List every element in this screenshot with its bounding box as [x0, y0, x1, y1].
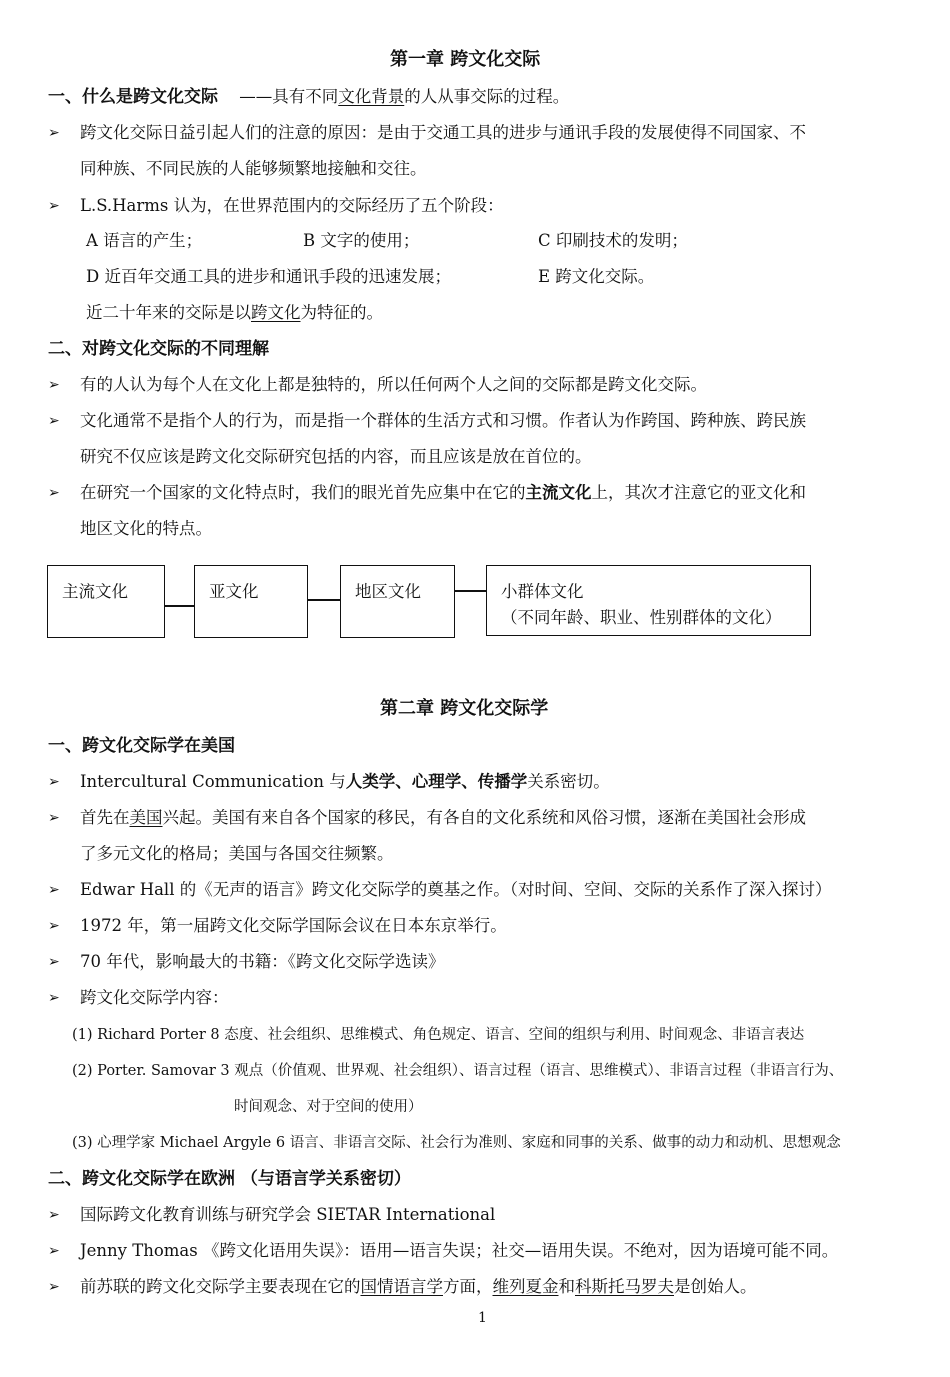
- argyle-item-3: (3) 心理学家 Michael Argyle 6 语言、非语言交际、社会行为准则、家庭和同事的关系、做事的动力和动机、思想观念: [72, 1135, 841, 1151]
- b5-bold: 主流文化: [525, 483, 592, 502]
- c2-text-b: 兴起。美国有来自各个国家的移民，有各自的文化系统和风俗习惯，逐渐在美国社会形成: [162, 808, 806, 827]
- b5-text-a: 在研究一个国家的文化特点时，我们的眼光首先应集中在它的: [80, 483, 526, 502]
- bullet-text: Edwar Hall 的《无声的语言》跨文化交际学的奠基之作。（对时间、空间、交际的关系作了深入探讨）: [80, 880, 832, 899]
- c2-underlined: 美国: [129, 808, 163, 827]
- definition-text-a: ——具有不同: [239, 87, 339, 106]
- stage-d: D 近百年交通工具的进步和通讯手段的迅速发展；: [86, 267, 451, 286]
- bullet-text-cont: 研究不仅应该是跨文化交际研究包括的内容，而且应该是放在首位的。: [80, 447, 592, 466]
- c1-bold: 人类学、心理学、传播学: [345, 772, 528, 791]
- box-label: 地区文化: [355, 582, 421, 601]
- d3-text-c: 和: [558, 1277, 575, 1296]
- porter-item-1: (1) Richard Porter 8 态度、社会组织、思维模式、角色规定、语言、空间的组织与利用、时间观念、非语言表达: [72, 1027, 805, 1043]
- porter-item-2-cont: 时间观念、对于空间的使用）: [234, 1099, 423, 1115]
- recent-text-a: 近二十年来的交际是以: [86, 303, 251, 322]
- bullet-icon: ➢: [48, 377, 60, 393]
- box-mainstream-culture: [47, 565, 165, 638]
- bullet-icon: ➢: [48, 1279, 60, 1295]
- bullet-icon: ➢: [48, 918, 60, 934]
- recent-line: [86, 302, 383, 324]
- recent-text-b: 为特征的。: [300, 303, 383, 322]
- bullet-text-cont: 同种族、不同民族的人能够频繁地接触和交往。: [80, 159, 427, 178]
- b5-text-b: 上，其次才注意它的亚文化和: [591, 483, 806, 502]
- d3-underlined-2: 维列夏金: [492, 1277, 559, 1296]
- c1-text-b: 关系密切。: [527, 772, 610, 791]
- d3-underlined-1: 国情语言学: [360, 1277, 443, 1296]
- porter-item-2: (2) Porter. Samovar 3 观点（价值观、世界观、社会组织）、语言过程（语言、思维模式）、非语言过程（非语言行为、: [72, 1063, 844, 1079]
- c1-text-a: Intercultural Communication 与: [80, 772, 346, 791]
- bullet-text: 跨文化交际日益引起人们的注意的原因：是由于交通工具的进步与通讯手段的发展使得不同国家、不: [80, 123, 806, 142]
- bullet-text: [80, 1276, 757, 1298]
- bullet-text: [80, 807, 806, 829]
- bullet-icon: ➢: [48, 810, 60, 826]
- bullet-text: 文化通常不是指个人的行为，而是指一个群体的生活方式和习惯。作者认为作跨国、跨种族、跨民族: [80, 411, 806, 430]
- chapter1-sec1-heading: 一、什么是跨文化交际: [48, 87, 218, 107]
- box-subculture: [194, 565, 308, 638]
- bullet-icon: ➢: [48, 125, 60, 141]
- bullet-icon: ➢: [48, 413, 60, 429]
- recent-underlined: 跨文化: [251, 303, 301, 322]
- bullet-text: L.S.Harms 认为，在世界范围内的交际经历了五个阶段：: [80, 196, 504, 215]
- d3-text-a: 前苏联的跨文化交际学主要表现在它的: [80, 1277, 361, 1296]
- bullet-icon: ➢: [48, 1207, 60, 1223]
- bullet-text: 1972 年，第一届跨文化交际学国际会议在日本东京举行。: [80, 916, 507, 935]
- chapter2-sec1-heading: 一、跨文化交际学在美国: [48, 736, 235, 756]
- page-number: 1: [478, 1310, 487, 1326]
- chapter2-sec2-heading: 二、跨文化交际学在欧洲 （与语言学关系密切）: [48, 1169, 411, 1189]
- bullet-text-cont: 地区文化的特点。: [80, 519, 212, 538]
- bullet-icon: ➢: [48, 990, 60, 1006]
- bullet-text: 70 年代，影响最大的书籍：《跨文化交际学选读》: [80, 952, 445, 971]
- bullet-text: 国际跨文化教育训练与研究学会 SIETAR International: [80, 1205, 496, 1224]
- bullet-text: [80, 482, 806, 504]
- box-label: 亚文化: [209, 582, 259, 601]
- bullet-text: 跨文化交际学内容：: [80, 988, 229, 1007]
- bullet-text: [80, 771, 610, 793]
- d3-text-b: 方面，: [443, 1277, 493, 1296]
- bullet-icon: ➢: [48, 774, 60, 790]
- chapter1-sec1-line: [48, 86, 569, 108]
- connector-line: [455, 590, 486, 592]
- bullet-icon: ➢: [48, 882, 60, 898]
- c2-text-a: 首先在: [80, 808, 130, 827]
- d3-underlined-3: 科斯托马罗夫: [575, 1277, 674, 1296]
- stage-e: E 跨文化交际。: [538, 267, 655, 286]
- box-sublabel: （不同年龄、职业、性别群体的文化）: [501, 608, 782, 627]
- chapter2-title: 第二章 跨文化交际学: [380, 698, 549, 719]
- bullet-icon: ➢: [48, 198, 60, 214]
- box-label: 主流文化: [62, 582, 128, 601]
- chapter1-title: 第一章 跨文化交际: [390, 49, 541, 70]
- connector-line: [308, 599, 340, 601]
- stage-c: C 印刷技术的发明；: [538, 231, 688, 250]
- stage-b: B 文字的使用；: [303, 231, 420, 250]
- bullet-text: Jenny Thomas 《跨文化语用失误》：语用—语言失误；社交—语用失误。不绝对，因为语境可能不同。: [80, 1241, 839, 1260]
- bullet-icon: ➢: [48, 1243, 60, 1259]
- box-regional-culture: [340, 565, 455, 638]
- chapter1-sec2-heading: 二、对跨文化交际的不同理解: [48, 339, 269, 359]
- stage-a: A 语言的产生；: [86, 231, 203, 250]
- definition-underlined: 文化背景: [338, 87, 405, 106]
- box-label: 小群体文化: [501, 582, 584, 601]
- box-small-group-culture: [486, 565, 811, 636]
- bullet-icon: ➢: [48, 485, 60, 501]
- definition-text-b: 的人从事交际的过程。: [404, 87, 570, 106]
- bullet-text: 有的人认为每个人在文化上都是独特的，所以任何两个人之间的交际都是跨文化交际。: [80, 375, 707, 394]
- bullet-icon: ➢: [48, 954, 60, 970]
- d3-text-d: 是创始人。: [674, 1277, 757, 1296]
- connector-line: [165, 605, 194, 607]
- bullet-text-cont: 了多元文化的格局；美国与各国交往频繁。: [80, 844, 394, 863]
